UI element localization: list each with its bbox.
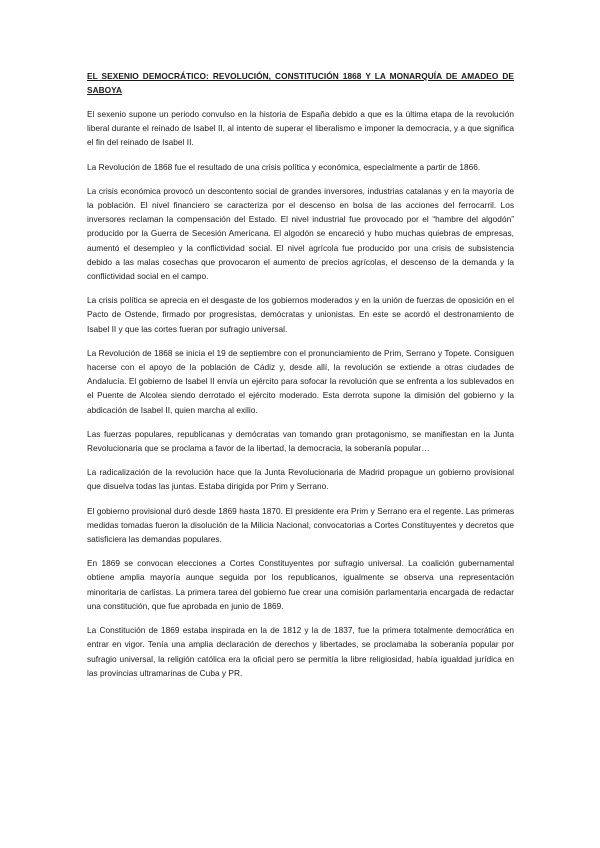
paragraph-political-crisis: La crisis política se aprecia en el desgaste de los gobiernos moderados y en la unión de fuerzas de oposición en el Pacto de Ostende, firmado por progresistas, demócratas y unionistas. En este se acordó el destronamiento de Isabel II y que las cortes fueran por sufragio universal. xyxy=(87,295,514,334)
paragraph-popular-forces: Las fuerzas populares, republicanas y demócratas van tomando gran protagonismo, se manifiestan en la Junta Revolucionaria que se proclama a favor de la libertad, la democracia, la soberanía popular… xyxy=(87,428,514,454)
paragraph-revolution-start: La Revolución de 1868 se inicia el 19 de septiembre con el pronunciamiento de Prim, Serrano y Topete. Consiguen hacerse con el apoyo de la población de Cádiz y, desde allí, la revolución se extiende a otras ciudades de Andalucía. El gobierno de Isabel II envía un ejército para sofocar la revolución que se enfrenta a los sublevados en el Puente de Alcolea siendo derrotado el ejército moderado. Esta derrota supone la dimisión del gobierno y la abdicación de Isabel II, quien marcha al exilio. xyxy=(87,347,514,415)
paragraph-economic-crisis: La crisis económica provocó un descontento social de grandes inversores, industrias catalanas y en la mayoría de la población. El nivel financiero se caracteriza por el descenso en bolsa de las acciones del ferrocarril. Los inversores reclaman la compensación del Estado. El nivel industrial fue provocado por el “hambre del algodón” producido por la Guerra de Secesión Americana. El algodón se encareció y hubo muchas quiebras de empresas, aumentó el desempleo y la conflictividad social. El nivel agrícola fue producido por una crisis de subsistencia debido a las malas cosechas que provocaron el aumento de precios agrícolas, el descenso de la demanda y la conflictividad social en el campo. xyxy=(87,185,514,282)
paragraph-constitution-1869: La Constitución de 1869 estaba inspirada en la de 1812 y la de 1837, fue la primera totalmente democrática en entrar en vigor. Tenía una amplia declaración de derechos y libertades, se proclamaba la soberanía popular por sufragio universal, la religión católica era la oficial pero se permitía la libre religiosidad, había igualdad jurídica en las provincias ultramarinas de Cuba y PR. xyxy=(87,625,514,678)
document-title: EL SEXENIO DEMOCRÁTICO: REVOLUCIÓN, CONSTITUCIÓN 1868 Y LA MONARQUÍA DE AMADEO DE SABOYA xyxy=(87,71,514,95)
document-body xyxy=(87,70,514,690)
paragraph-radicalization: La radicalización de la revolución hace que la Junta Revolucionaria de Madrid propague un gobierno provisional que disuelva todas las juntas. Estaba dirigida por Prim y Serrano. xyxy=(87,467,514,492)
paragraph-intro: El sexenio supone un periodo convulso en la historia de España debido a que es la última etapa de la revolución liberal durante el reinado de Isabel II, al intento de superar el liberalismo e imponer la democracia, y a que significa el fin del reinado de Isabel II. xyxy=(87,109,514,148)
paragraph-provisional-government: El gobierno provisional duró desde 1869 hasta 1870. El presidente era Prim y Serrano era el regente. Las primeras medidas tomadas fueron la disolución de la Milicia Nacional, convocatorias a Cortes Constituyentes y decretos que satisficiera las demandas populares. xyxy=(87,505,514,545)
paragraph-elections-1869: En 1869 se convocan elecciones a Cortes Constituyentes por sufragio universal. La coalición gubernamental obtiene amplia mayoría aunque seguida por los republicanos, igualmente se observa una representación minoritaria de carlistas. La primera tarea del gobierno fue crear una comisión parlamentaria encargada de redactar una constitución, que fue aprobada en junio de 1869. xyxy=(87,558,514,611)
paragraph-revolution-1868: La Revolución de 1868 fue el resultado de una crisis política y económica, especialmente a partir de 1866. xyxy=(87,161,481,172)
